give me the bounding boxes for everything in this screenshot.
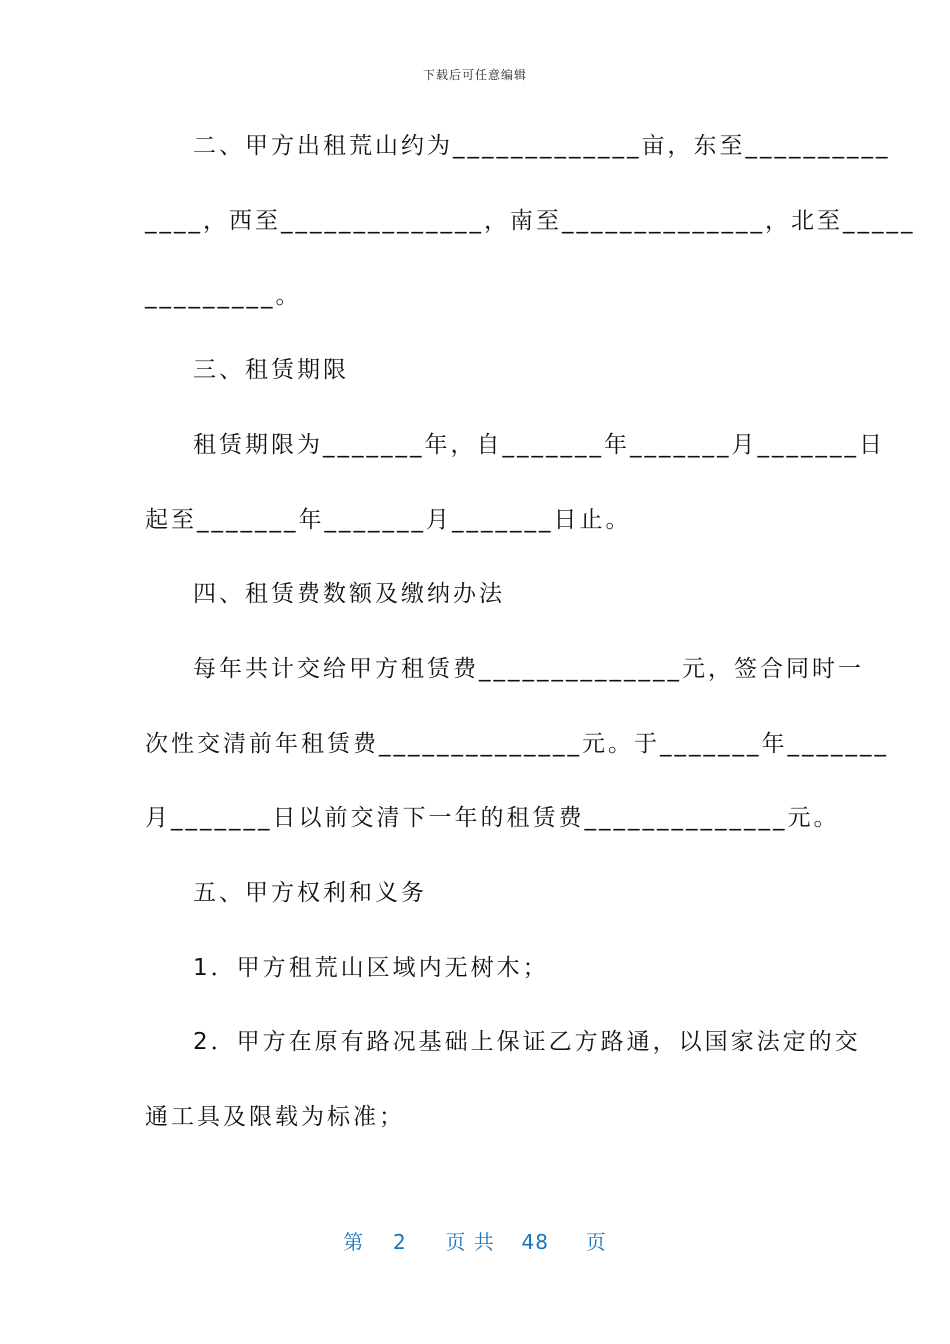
rent-payment-line-2: 次性交清前年租赁费______________元。于_______年_______	[145, 731, 889, 757]
page-header: 下载后可任意编辑	[422, 68, 527, 82]
page-footer	[0, 1226, 950, 1255]
section-heading-rent-payment: 四、租赁费数额及缴纳办法	[193, 581, 505, 607]
rent-payment-line-3: 月_______日以前交清下一年的租赁费______________元。	[145, 805, 840, 831]
section-heading-party-a-rights: 五、甲方权利和义务	[193, 880, 427, 906]
total-page-count: 48	[521, 1230, 549, 1254]
clause-2-area-line-3: _________。	[145, 283, 302, 309]
section-heading-lease-term: 三、租赁期限	[193, 357, 349, 383]
page-number-suffix: 页	[585, 1230, 607, 1254]
lease-term-line-1: 租赁期限为_______年，自_______年_______月_______日	[193, 432, 885, 458]
rent-payment-line-1: 每年共计交给甲方租赁费______________元，签合同时一	[193, 656, 864, 682]
current-page-number: 2	[393, 1230, 407, 1254]
page-number-middle: 页 共	[445, 1230, 495, 1254]
party-a-item-2-line-2: 通工具及限载为标准；	[145, 1104, 405, 1130]
lease-term-line-2: 起至_______年_______月_______日止。	[145, 507, 632, 533]
party-a-item-1: 1．甲方租荒山区域内无树木；	[193, 955, 549, 981]
clause-2-area-line-1: 二、甲方出租荒山约为_____________亩，东至__________	[193, 133, 891, 159]
page-number-prefix: 第	[343, 1230, 365, 1254]
clause-2-area-line-2: ____，西至______________，南至______________，北至_____	[145, 208, 916, 234]
party-a-item-2-line-1: 2．甲方在原有路况基础上保证乙方路通，以国家法定的交	[193, 1029, 861, 1055]
